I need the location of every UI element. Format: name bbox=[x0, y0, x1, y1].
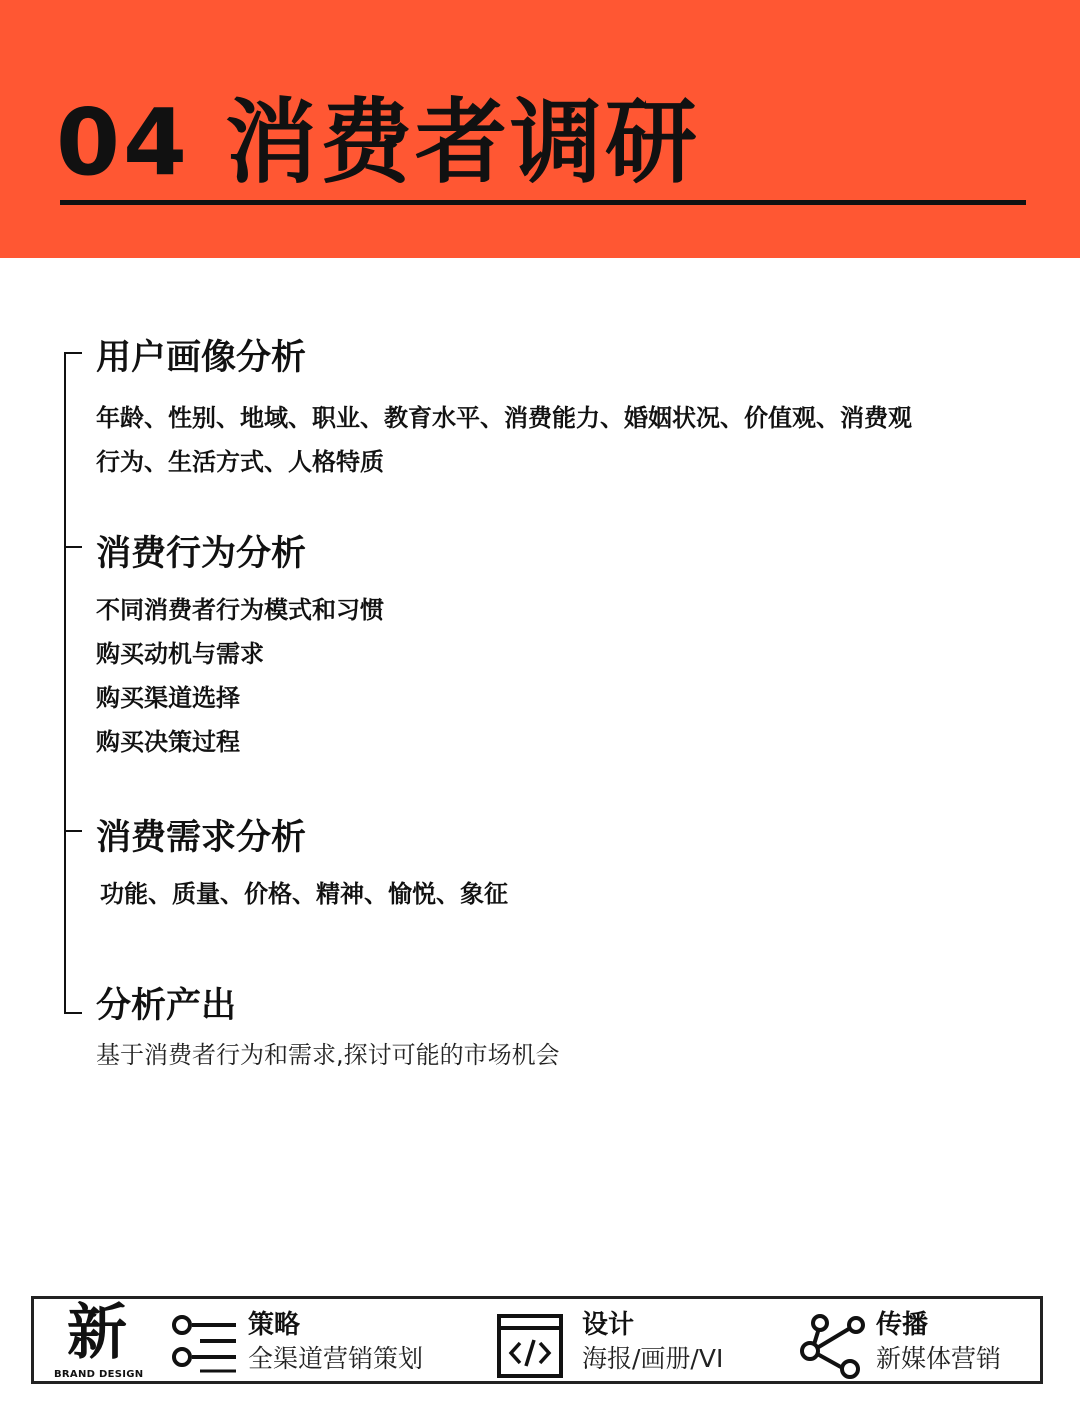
outline-tick bbox=[64, 1012, 82, 1014]
page-title: 04 消费者调研 bbox=[56, 89, 701, 196]
footer-item-desc: 全渠道营销策划 bbox=[248, 1344, 424, 1373]
section-title-consumer-behavior: 消费行为分析 bbox=[96, 534, 307, 574]
section-body-consumer-behavior bbox=[96, 588, 976, 764]
section-body-consumer-needs bbox=[100, 872, 980, 916]
footer-item-desc: 新媒体营销 bbox=[876, 1344, 1002, 1373]
outline-tick bbox=[64, 546, 82, 548]
outline-tick bbox=[64, 830, 82, 832]
section-body-analysis-output: 基于消费者行为和需求,探讨可能的市场机会 bbox=[96, 1041, 560, 1069]
section-line: 行为、生活方式、人格特质 bbox=[96, 448, 384, 476]
section-title-consumer-needs: 消费需求分析 bbox=[96, 818, 307, 858]
section-line: 年龄、性别、地域、职业、教育水平、消费能力、婚姻状况、价值观、消费观 bbox=[96, 404, 912, 432]
outline-connector bbox=[64, 352, 66, 1014]
share-icon bbox=[798, 1313, 868, 1379]
footer-item-label: 传播 bbox=[876, 1310, 929, 1340]
outline-tick bbox=[64, 352, 82, 354]
logo-text: BRAND DESIGN bbox=[54, 1369, 144, 1380]
footer-item-design bbox=[496, 1309, 756, 1375]
section-line: 购买渠道选择 bbox=[96, 684, 240, 712]
section-line: 功能、质量、价格、精神、愉悦、象征 bbox=[100, 880, 508, 908]
section-line: 不同消费者行为模式和习惯 bbox=[96, 596, 384, 624]
code-window-icon bbox=[496, 1313, 566, 1379]
footer-bar bbox=[31, 1296, 1043, 1384]
footer-item-label: 设计 bbox=[582, 1310, 635, 1340]
section-line: 购买动机与需求 bbox=[96, 640, 264, 668]
section-title-user-profile: 用户画像分析 bbox=[96, 338, 307, 378]
title-underline bbox=[60, 200, 1026, 205]
footer-item-spread bbox=[798, 1309, 1038, 1375]
footer-item-strategy bbox=[170, 1309, 460, 1375]
logo-glyph: 新 bbox=[67, 1298, 127, 1368]
section-body-user-profile bbox=[96, 396, 976, 484]
header-banner bbox=[0, 0, 1080, 258]
section-line: 购买决策过程 bbox=[96, 728, 240, 756]
footer-item-desc: 海报/画册/VI bbox=[582, 1344, 724, 1373]
footer-item-label: 策略 bbox=[248, 1310, 301, 1340]
brand-logo bbox=[54, 1298, 144, 1380]
section-title-analysis-output: 分析产出 bbox=[96, 986, 237, 1026]
list-icon bbox=[170, 1313, 240, 1373]
